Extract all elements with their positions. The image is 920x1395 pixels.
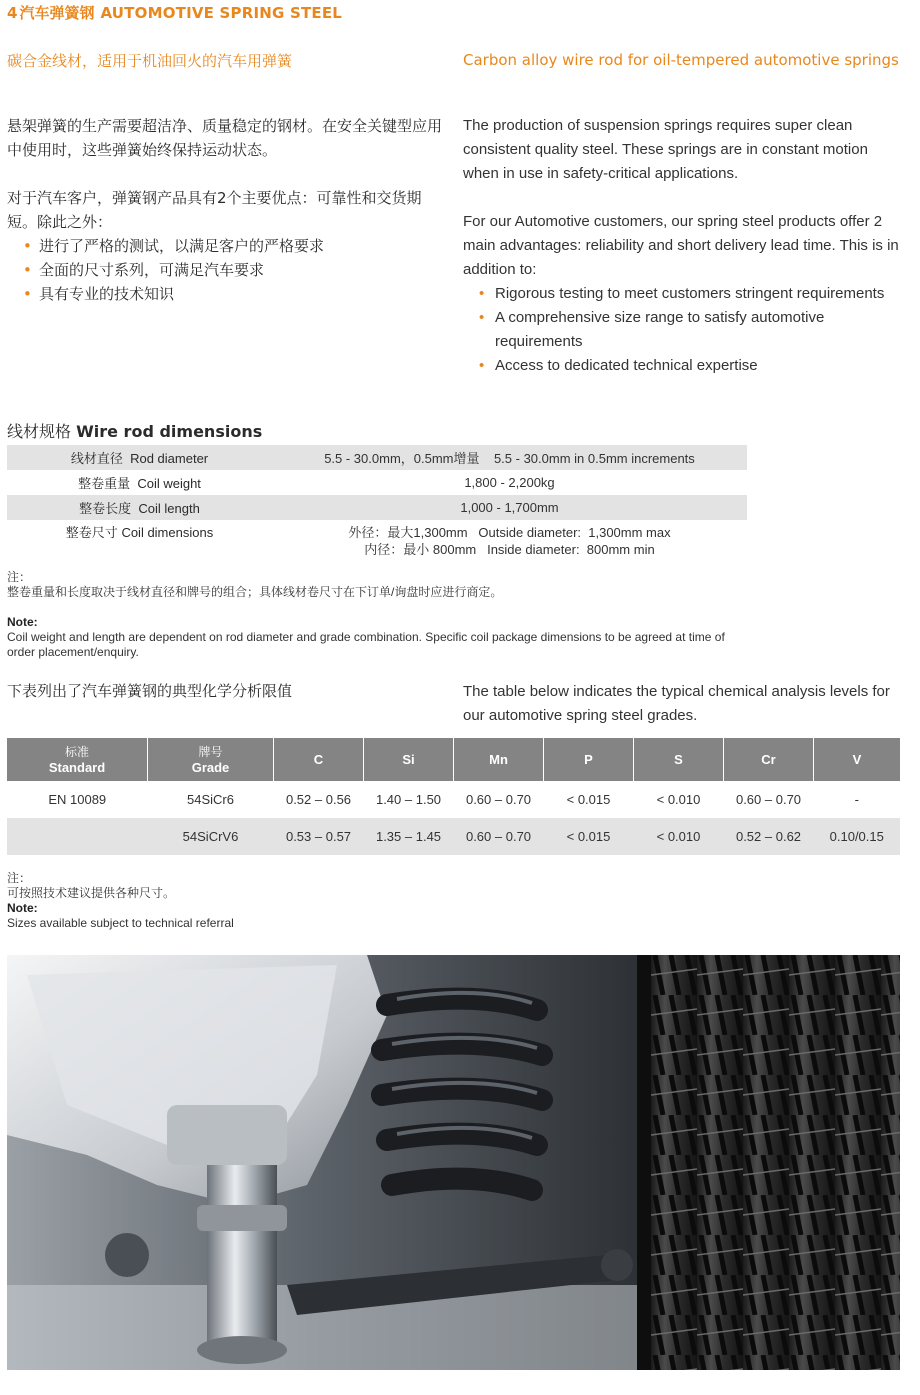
note-2 (7, 871, 767, 931)
dimensions-label (7, 470, 272, 495)
dimensions-title-en: Wire rod dimensions (76, 422, 263, 441)
dimensions-row (7, 470, 747, 495)
header-cell (724, 738, 814, 781)
suspension-illustration (7, 955, 900, 1370)
dimensions-value: 5.5 - 30.0mm，0.5mm增量 5.5 - 30.0mm in 0.5mm increments (272, 445, 747, 470)
table-row (7, 818, 900, 855)
note-2-cn-text: 可按照技术建议提供各种尺寸。 (7, 886, 176, 900)
header-cn: 标准 (64, 744, 89, 759)
dimensions-title (7, 419, 262, 442)
label-cn: 整卷尺寸 (65, 525, 118, 540)
intro-en-bullet: • Access to dedicated technical expertise (463, 354, 903, 378)
intro-en-bullet: • A comprehensive size range to satisfy automotive requirements (463, 306, 903, 354)
table-cell: < 0.010 (634, 818, 724, 855)
outside-diameter: 外径：最大1,300mm Outside diameter: 1,300mm max (348, 525, 671, 540)
dimensions-value: 1,800 - 2,200kg (464, 475, 555, 490)
chem-intro-cn: 下表列出了汽车弹簧钢的典型化学分析限值 (7, 682, 293, 700)
header-cn: 牌号 (198, 744, 223, 759)
header-en: Grade (191, 759, 230, 775)
intro-cn-bullet: • 进行了严格的测试，以满足客户的严格要求 (7, 234, 447, 258)
section-title (7, 2, 342, 23)
dimensions-label (7, 520, 272, 574)
label-en: Coil weight (137, 476, 201, 491)
intro-en-paragraph-1: The production of suspension springs requires super clean consistent quality steel. These springs are in constant motion when in use in safety-critical applications. (463, 117, 868, 182)
intro-cn-paragraph-2: 对于汽车客户，弹簧钢产品具有2个主要优点：可靠性和交货期短。除此之外： (7, 189, 422, 231)
dimensions-value: 1,000 - 1,700mm (272, 495, 747, 520)
table-cell: 0.60 – 0.70 (454, 818, 544, 855)
note-2-en-label: Note: (7, 901, 38, 915)
intro-en-bullet: • Rigorous testing to meet customers stringent requirements (463, 282, 903, 306)
chem-table-header (7, 738, 900, 781)
table-cell: < 0.010 (656, 792, 701, 807)
table-cell: < 0.015 (544, 818, 634, 855)
table-cell: 0.60 – 0.70 (735, 792, 802, 807)
table-cell: 0.10/0.15 (814, 818, 901, 855)
dimensions-label (7, 495, 272, 520)
note-1-en-label: Note: (7, 615, 38, 629)
label-en: Rod diameter (130, 451, 209, 466)
header-cell (454, 738, 544, 781)
note-1-cn-label: 注： (7, 570, 32, 584)
header-en: C (313, 752, 324, 767)
subtitle-en: Carbon alloy wire rod for oil-tempered automotive springs (463, 51, 899, 69)
note-2-en-text: Sizes available subject to technical referral (7, 916, 234, 930)
table-cell: < 0.015 (566, 792, 611, 807)
dimensions-row (7, 520, 747, 574)
intro-en (463, 114, 903, 378)
inside-diameter: 内径：最小 800mm Inside diameter: 800mm min (364, 542, 655, 557)
label-cn: 线材直径 (70, 451, 123, 466)
header-cell (634, 738, 724, 781)
label-cn: 整卷长度 (79, 501, 132, 516)
intro-cn-paragraph-1: 悬架弹簧的生产需要超洁净、质量稳定的钢材。在安全关键型应用中使用时，这些弹簧始终保持运动状态。 (7, 117, 443, 159)
header-en: Si (402, 752, 415, 767)
note-1 (7, 570, 767, 660)
header-en: Standard (48, 759, 106, 775)
dimensions-label (7, 445, 272, 470)
dimensions-row (7, 445, 747, 470)
header-cell (544, 738, 634, 781)
label-en: Coil length (138, 501, 200, 516)
table-cell: 0.52 – 0.56 (285, 792, 352, 807)
header-en: S (674, 752, 683, 767)
intro-cn-bullet: • 全面的尺寸系列，可满足汽车要求 (7, 258, 447, 282)
table-cell (7, 818, 148, 855)
table-cell: 54SiCrV6 (148, 818, 274, 855)
intro-cn (7, 114, 447, 306)
table-cell: 1.40 – 1.50 (375, 792, 442, 807)
section-title-cn: 汽车弹簧钢 (19, 4, 95, 22)
header-cell (274, 738, 364, 781)
intro-cn-bullet: • 具有专业的技术知识 (7, 282, 447, 306)
header-en: V (852, 752, 862, 767)
header-en: Mn (489, 752, 508, 767)
chem-intro-en: The table below indicates the typical chemical analysis levels for our automotive spring steel grades. (463, 683, 890, 724)
table-cell: 0.60 – 0.70 (465, 792, 532, 807)
header-en: P (584, 752, 593, 767)
dimensions-table (7, 445, 747, 574)
table-cell: 0.53 – 0.57 (274, 818, 364, 855)
intro-cn-bullets (7, 234, 447, 306)
label-cn: 整卷重量 (78, 476, 131, 491)
header-cell (148, 738, 274, 781)
subtitle-cn: 碳合金线材，适用于机油回火的汽车用弹簧 (7, 52, 293, 70)
note-1-en-text: Coil weight and length are dependent on rod diameter and grade combination. Specific coil package dimensions to be agreed at time of order placement/enquiry. (7, 630, 725, 659)
dimensions-title-cn: 线材规格 (7, 422, 72, 441)
header-cell (364, 738, 454, 781)
header-cell (814, 738, 901, 781)
table-cell: 54SiCr6 (187, 792, 234, 807)
table-row (7, 781, 900, 818)
header-cell (7, 738, 148, 781)
note-1-cn-text: 整卷重量和长度取决于线材直径和牌号的组合；具体线材卷尺寸在下订单/询盘时应进行商定。 (7, 585, 503, 599)
section-title-en: AUTOMOTIVE SPRING STEEL (100, 4, 343, 22)
note-2-cn-label: 注： (7, 871, 32, 885)
chem-table (7, 738, 900, 855)
intro-en-bullets (463, 282, 903, 378)
dimensions-value (272, 520, 747, 574)
table-cell: - (854, 792, 859, 807)
header-en: Cr (761, 752, 776, 767)
intro-en-paragraph-2: For our Automotive customers, our spring steel products offer 2 main advantages: reliability and short delivery lead time. This is in addition to: (463, 213, 899, 278)
label-en: Coil dimensions (121, 525, 214, 540)
suspension-photo (7, 955, 900, 1370)
table-cell: EN 10089 (48, 792, 107, 807)
dimensions-row (7, 495, 747, 520)
table-cell: 1.35 – 1.45 (364, 818, 454, 855)
table-cell: 0.52 – 0.62 (724, 818, 814, 855)
section-number: 4 (7, 4, 18, 22)
